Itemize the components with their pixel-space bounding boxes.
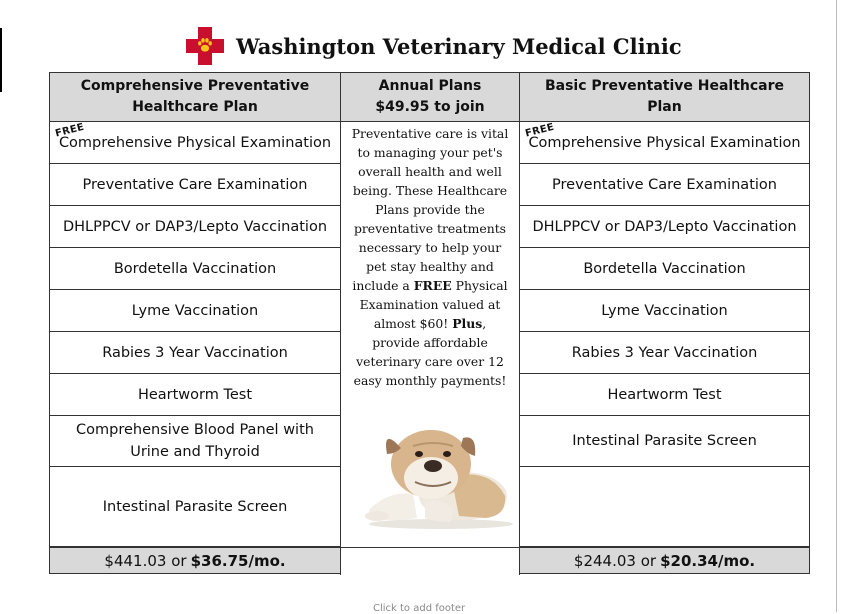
annual-plans-footer [340, 548, 520, 575]
annual-plans-heading [340, 72, 520, 122]
service-label: Comprehensive Physical Examination [528, 134, 801, 151]
comprehensive-plan-heading: Comprehensive Preventative Healthcare Plan [49, 72, 341, 122]
service-cell [519, 206, 810, 248]
service-label: Bordetella Vaccination [583, 260, 746, 277]
service-label: Lyme Vaccination [601, 302, 728, 319]
document-header [186, 26, 682, 66]
service-cell [49, 164, 341, 206]
service-cell [49, 248, 341, 290]
basic-plan-heading: Basic Preventative Healthcare Plan [519, 72, 810, 122]
price-total: $244.03 or [573, 551, 657, 570]
clinic-logo-icon [186, 27, 224, 65]
comprehensive-price [49, 547, 341, 574]
service-label: Heartworm Test [137, 386, 253, 403]
service-cell [49, 332, 341, 374]
service-cell [49, 416, 341, 467]
basic-plan-column [519, 72, 810, 574]
bulldog-image [355, 418, 515, 530]
service-label: Intestinal Parasite Screen [102, 498, 288, 515]
service-cell [519, 332, 810, 374]
description-text: Preventative care is vital to managing your pet's overall health and well being. These Healthcare Plans provide the preventative treatments necessary to help your pet stay healthy and include a FREE Physical Examination valued at almost $60! Plus, provide affordable veterinary care over 12 easy monthly payments! [351, 126, 509, 388]
service-cell [519, 290, 810, 332]
service-cell [519, 248, 810, 290]
service-cell [49, 122, 341, 164]
service-label: DHLPPCV or DAP3/Lepto Vaccination [62, 218, 328, 235]
join-fee: $49.95 to join [375, 99, 485, 115]
service-cell [519, 164, 810, 206]
price-total: $441.03 or [104, 551, 187, 570]
service-cell [49, 374, 341, 416]
comprehensive-plan-column [49, 72, 341, 574]
service-label: Preventative Care Examination [82, 176, 308, 193]
service-cell [519, 416, 810, 467]
service-label: Rabies 3 Year Vaccination [102, 344, 288, 361]
service-cell [519, 122, 810, 164]
empty-cell [519, 467, 810, 547]
margin-marker [0, 28, 2, 92]
annual-plans-title: Annual Plans [378, 78, 482, 94]
service-cell [519, 374, 810, 416]
free-badge: FREE [524, 121, 556, 140]
paw-icon [196, 36, 214, 54]
service-label: DHLPPCV or DAP3/Lepto Vaccination [532, 218, 797, 235]
annual-plans-description [340, 122, 520, 548]
service-cell [49, 206, 341, 248]
service-cell [49, 467, 341, 547]
service-label: Intestinal Parasite Screen [572, 433, 757, 449]
add-footer-hint[interactable]: Click to add footer [373, 603, 466, 614]
service-cell [49, 290, 341, 332]
service-label: Comprehensive Physical Examination [58, 134, 332, 151]
price-monthly: $36.75/mo. [190, 551, 286, 570]
page-title: Washington Veterinary Medical Clinic [236, 33, 682, 59]
service-label: Lyme Vaccination [131, 302, 259, 319]
price-monthly: $20.34/mo. [660, 551, 756, 570]
service-label: Comprehensive Blood Panel with Urine and Thyroid [76, 422, 314, 460]
service-label: Preventative Care Examination [552, 176, 777, 193]
basic-price [519, 547, 810, 574]
service-label: Heartworm Test [607, 386, 722, 403]
service-label: Rabies 3 Year Vaccination [571, 344, 758, 361]
free-badge: FREE [54, 121, 86, 140]
annual-plans-column [340, 72, 520, 575]
service-label: Bordetella Vaccination [113, 260, 277, 277]
